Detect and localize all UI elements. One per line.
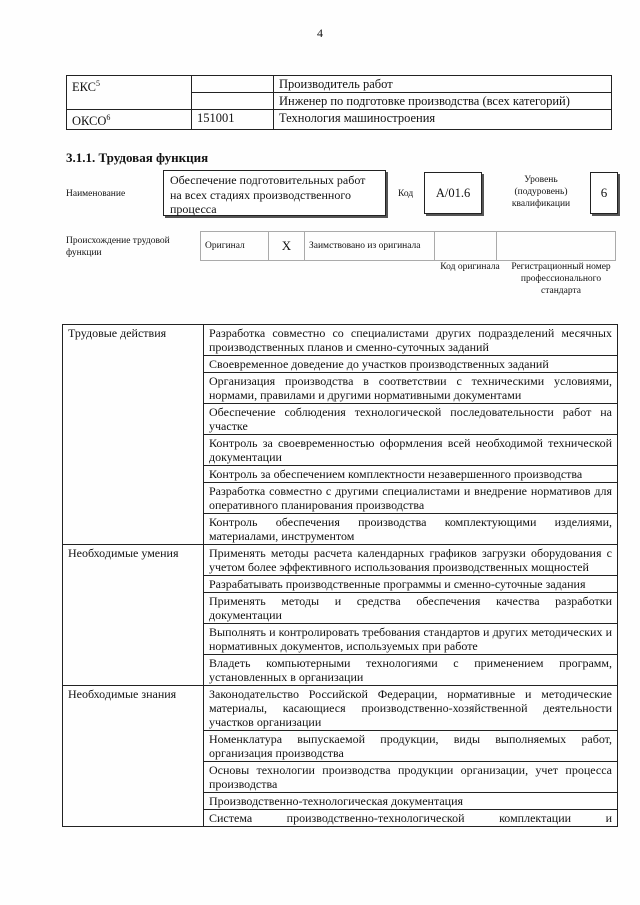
section-title: 3.1.1. Трудовая функция xyxy=(66,150,209,165)
item-cell: Разработка совместно с другими специалистами и внедрение нормативов для оперативного планирования производства xyxy=(204,483,618,514)
category-cell: Необходимые умения xyxy=(63,545,204,686)
table-row xyxy=(63,686,618,731)
classifier-number xyxy=(192,93,274,110)
classifier-name: Инженер по подготовке производства (всех категорий) xyxy=(274,93,612,110)
classifier-number: 151001 xyxy=(192,110,274,130)
item-cell: Владеть компьютерными технологиями с применением программ, установленных в организации xyxy=(204,655,618,686)
item-cell: Номенклатура выпускаемой продукции, виды выполняемых работ, организация производства xyxy=(204,731,618,762)
classifier-table xyxy=(66,75,612,130)
classifier-name: Технология машиностроения xyxy=(274,110,612,130)
function-code-box: A/01.6 xyxy=(424,172,482,214)
category-cell: Необходимые знания xyxy=(63,686,204,827)
item-cell: Организация производства в соответствии с техническими условиями, нормами, правилами и другими нормативными документами xyxy=(204,373,618,404)
table-row xyxy=(63,545,618,576)
function-code-label: Код xyxy=(398,189,414,199)
item-cell: Обеспечение соблюдения технологической последовательности работ на участке xyxy=(204,404,618,435)
item-cell: Контроль за своевременностью оформления всей необходимой технической документации xyxy=(204,435,618,466)
origin-code-label: Код оригинала xyxy=(440,262,500,272)
classifier-code: ОКСО$^6$ xyxy=(67,110,192,130)
function-name-box: Обеспечение подготовительных работ на всех стадиях производственного процесса xyxy=(163,170,386,216)
item-cell: Основы технологии производства продукции организации, учет процесса производства xyxy=(204,762,618,793)
classifier-row-okso xyxy=(67,110,612,130)
item-cell: Контроль обеспечения производства комплектующими изделиями, материалами, инструментом xyxy=(204,514,618,545)
origin-original-label: Оригинал xyxy=(201,232,269,261)
origin-label: Происхождение трудовой функции xyxy=(66,236,170,258)
item-cell: Система производственно-технологической комплектации и xyxy=(204,810,618,827)
origin-table xyxy=(200,231,616,261)
item-cell: Законодательство Российской Федерации, нормативные и методические материалы, касающиеся производственно-хозяйственной деятельности участков организации xyxy=(204,686,618,731)
page-number: 4 xyxy=(317,26,323,40)
origin-reg-label: Регистрационный номер профессионального стандарта xyxy=(511,262,611,296)
item-cell: Своевременное доведение до участков производственных заданий xyxy=(204,356,618,373)
classifier-name: Производитель работ xyxy=(274,76,612,93)
item-cell: Контроль за обеспечением комплектности незавершенного производства xyxy=(204,466,618,483)
origin-borrowed-label: Заимствовано из оригинала xyxy=(305,232,435,261)
item-cell: Выполнять и контролировать требования стандартов и других методических и нормативных документов, используемых при работе xyxy=(204,624,618,655)
table-row xyxy=(63,325,618,356)
item-cell: Применять методы расчета календарных графиков загрузки оборудования с учетом более эффективного использования производственных мощностей xyxy=(204,545,618,576)
labor-function-table xyxy=(62,324,618,827)
origin-original-mark: X xyxy=(269,232,305,261)
origin-code-cell xyxy=(435,232,497,261)
category-cell: Трудовые действия xyxy=(63,325,204,545)
classifier-number xyxy=(192,76,274,93)
classifier-row-eks xyxy=(67,76,612,93)
classifier-code: ЕКС$^5$ xyxy=(67,76,192,110)
function-level-box: 6 xyxy=(590,172,618,214)
function-name-label: Наименование xyxy=(66,189,126,199)
function-level-label: Уровень (подуровень) квалификации xyxy=(511,175,571,209)
item-cell: Применять методы и средства обеспечения качества разработки документации xyxy=(204,593,618,624)
item-cell: Производственно-технологическая документация xyxy=(204,793,618,810)
item-cell: Разработка совместно со специалистами других подразделений месячных производственных планов и сменно-суточных заданий xyxy=(204,325,618,356)
origin-reg-cell xyxy=(497,232,616,261)
item-cell: Разрабатывать производственные программы и сменно-суточные задания xyxy=(204,576,618,593)
